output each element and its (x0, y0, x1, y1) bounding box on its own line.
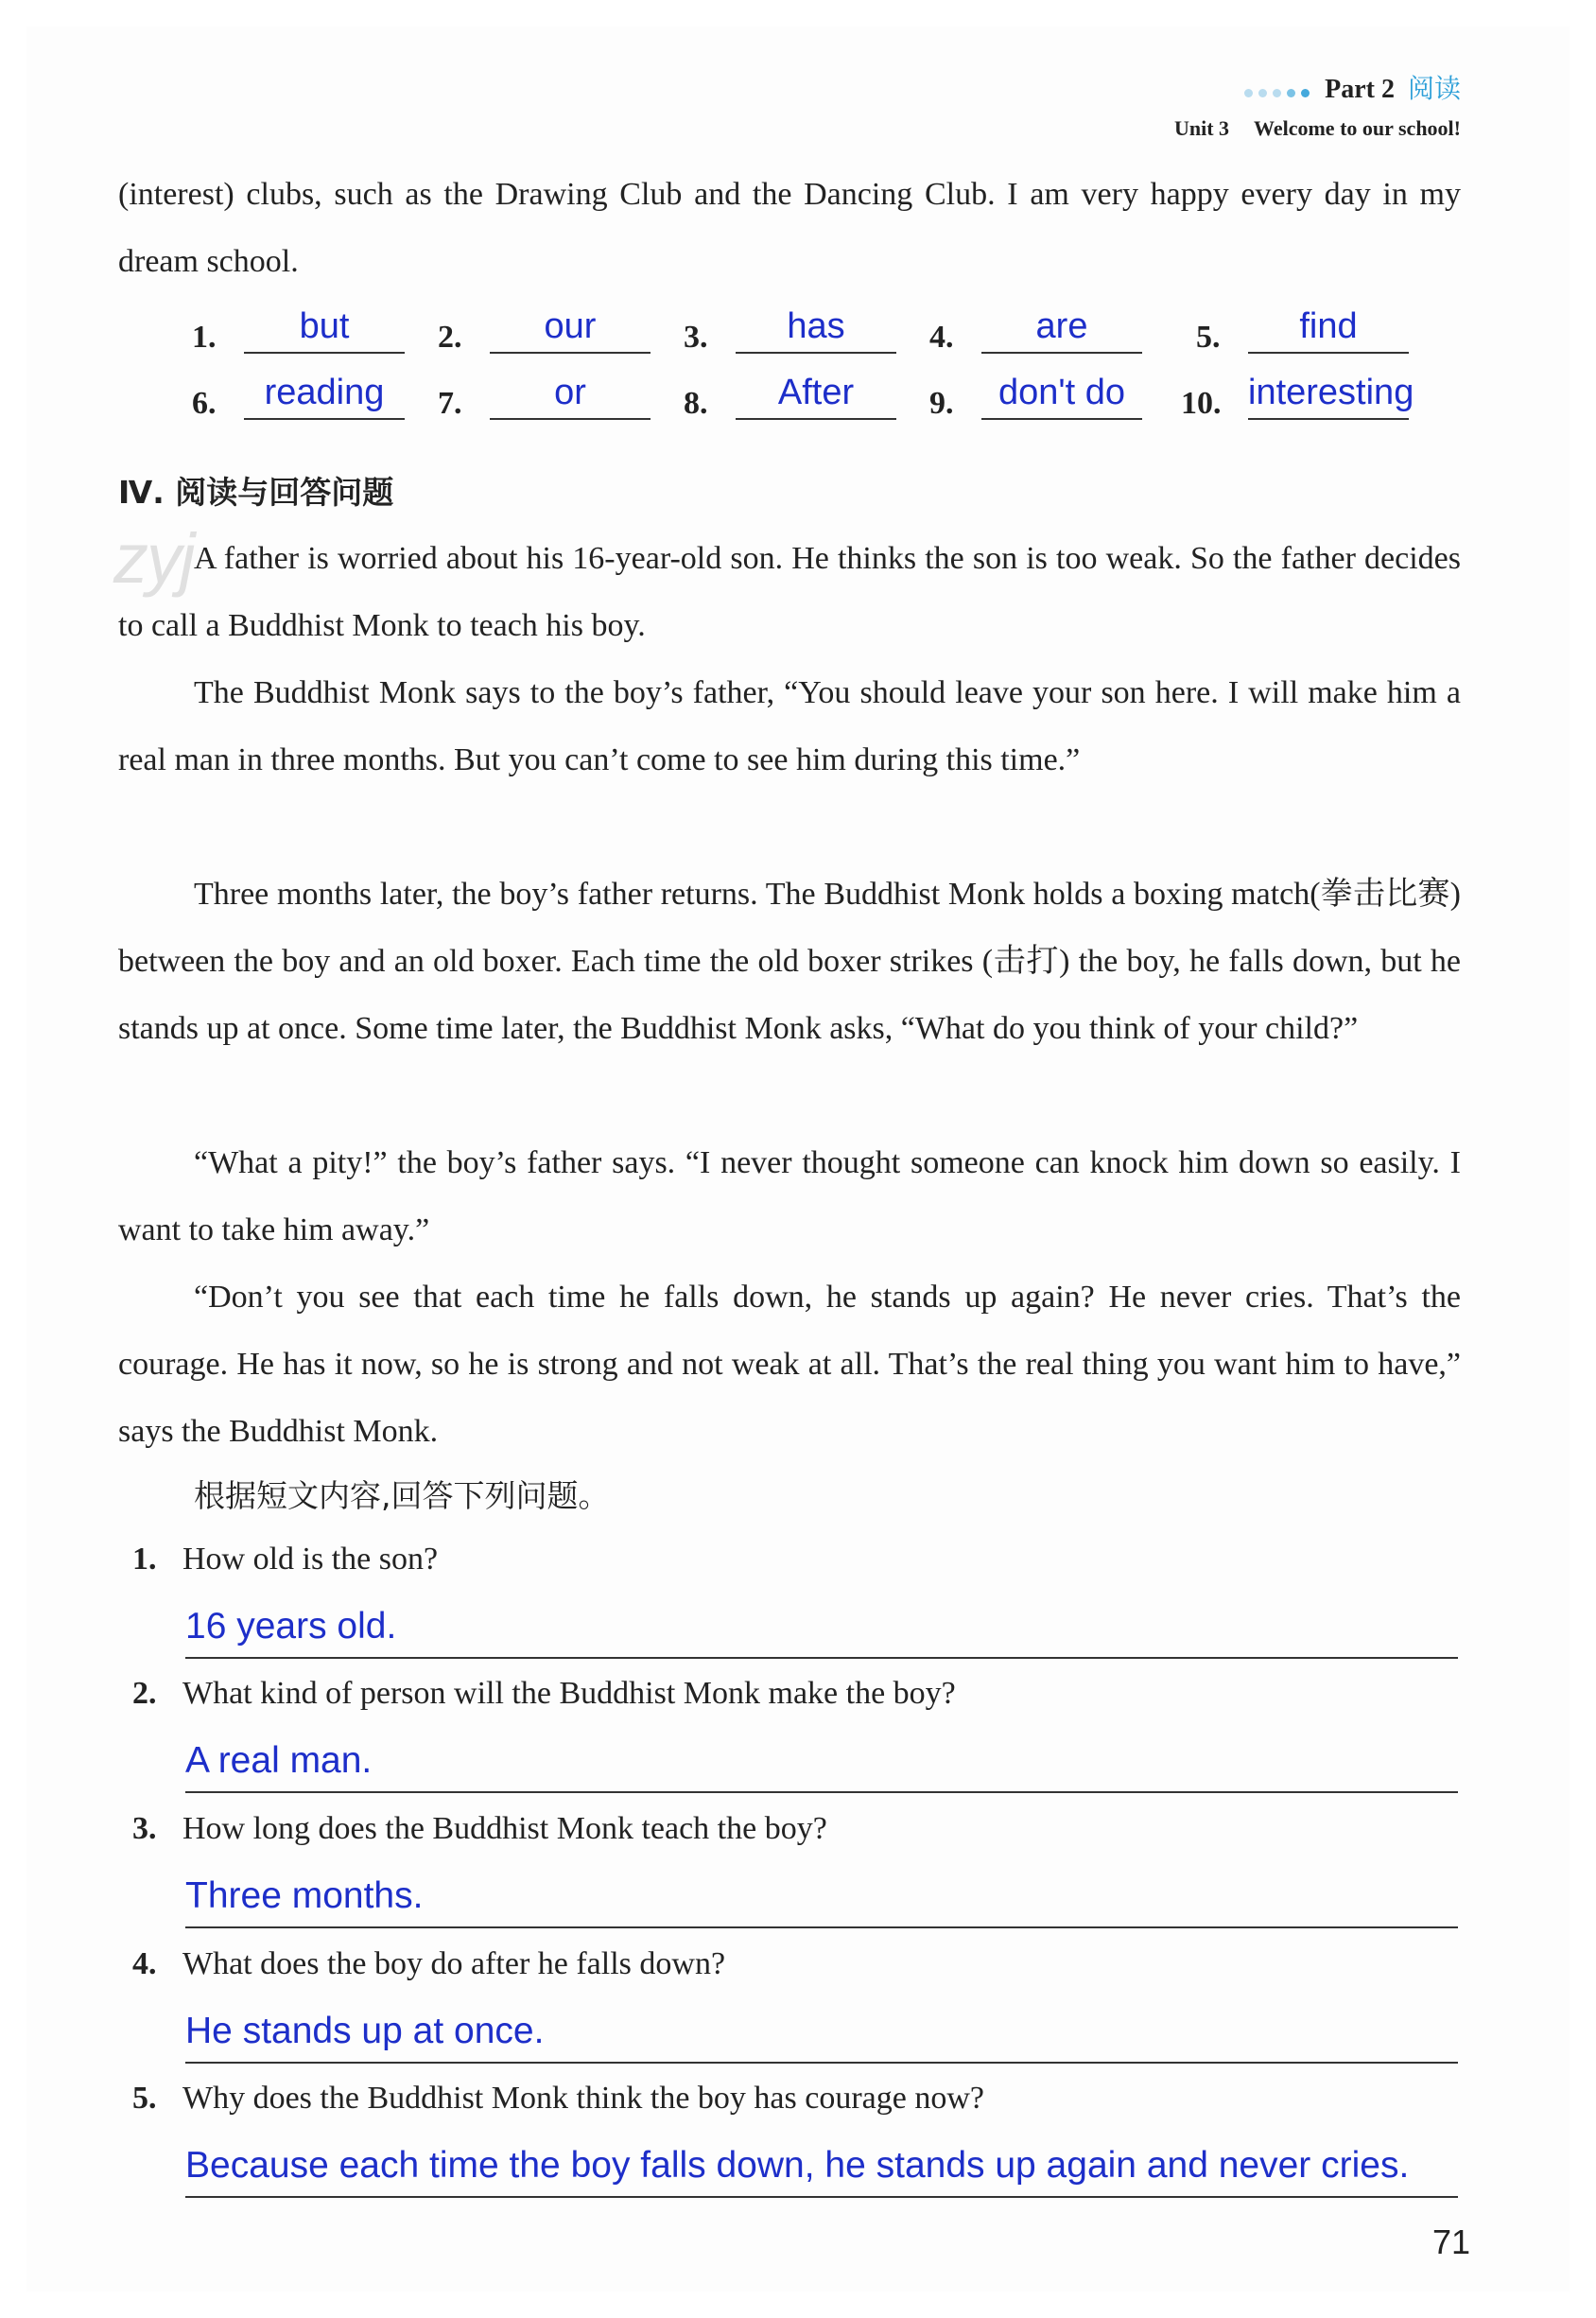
question-text: Why does the Buddhist Monk think the boy has courage now? (182, 2081, 984, 2116)
question-text: How old is the son? (182, 1542, 439, 1577)
section-title: Ⅳ. 阅读与回答问题 (118, 474, 394, 511)
question-number: 1. (132, 1542, 157, 1577)
blank-answer: are (981, 303, 1142, 354)
passage-paragraph-4: “What a pity!” the boy’s father says. “I never thought someone can knock him down so easily. I want to take him away.” (118, 1145, 1461, 1247)
passage-paragraph-5: “Don’t you see that each time he falls down, he stands up again? He never cries. That’s the courage. He has it now, so he is strong and not weak at all. That’s the real thing you want him to have,” says the Buddhist Monk. (118, 1280, 1461, 1449)
blank-answer: but (244, 303, 405, 354)
question-number: 5. (132, 2081, 157, 2116)
question-number: 2. (132, 1676, 157, 1711)
instruction: 根据短文内容,回答下列问题。 (194, 1477, 610, 1514)
question-text: How long does the Buddhist Monk teach the boy? (182, 1811, 827, 1846)
question-text: What does the boy do after he falls down? (182, 1946, 726, 1981)
question-number: 3. (132, 1811, 157, 1846)
dots-decoration-icon (1244, 77, 1315, 107)
blank-answer: reading (244, 369, 405, 420)
part-label: Part 2 (1325, 75, 1395, 104)
blank-number: 4. (929, 320, 954, 355)
blank-number: 6. (192, 386, 217, 421)
blank-answer: our (490, 303, 651, 354)
blank-answer: After (736, 369, 896, 420)
question-answer: 16 years old. (185, 1600, 1458, 1659)
section-label: 阅读 (1407, 73, 1461, 104)
question-answer: Three months. (185, 1870, 1458, 1928)
blank-answer: interesting (1248, 369, 1409, 420)
answer-row-2 (118, 369, 1470, 435)
blank-answer: find (1248, 303, 1409, 354)
unit-label: Unit 3 (1173, 115, 1230, 140)
blank-answer: don't do (981, 369, 1142, 420)
blank-number: 3. (684, 320, 708, 355)
blank-number: 8. (684, 386, 708, 421)
watermark-logo: zyj (113, 519, 194, 598)
question-answer: A real man. (185, 1734, 1458, 1793)
question-number: 4. (132, 1946, 157, 1981)
question-text: What kind of person will the Buddhist Monk make the boy? (182, 1676, 956, 1711)
question-answer: He stands up at once. (185, 2005, 1458, 2064)
passage-paragraph-3: Three months later, the boy’s father returns. The Buddhist Monk holds a boxing match(拳击比赛) between the boy and an old boxer. Each time the old boxer strikes (击打) the boy, he falls down, but he stands up at once. Some time later, the Buddhist Monk asks, “What do you think of your child?” (118, 877, 1461, 1046)
blank-number: 5. (1196, 320, 1221, 355)
blank-number: 2. (438, 320, 462, 355)
blank-number: 1. (192, 320, 217, 355)
blank-number: 9. (929, 386, 954, 421)
blank-number: 10. (1181, 386, 1222, 421)
passage-paragraph-2: The Buddhist Monk says to the boy’s father, “You should leave your son here. I will make him a real man in three months. But you can’t come to see him during this time.” (118, 675, 1461, 777)
answer-row-1 (118, 303, 1470, 369)
passage-paragraph-1: A father is worried about his 16-year-old son. He thinks the son is too weak. So the father decides to call a Buddhist Monk to teach his boy. (118, 541, 1461, 643)
blank-number: 7. (438, 386, 462, 421)
intro-text: (interest) clubs, such as the Drawing Club and the Dancing Club. I am very happy every day in my dream school. (118, 177, 1461, 279)
question-answer: Because each time the boy falls down, he stands up again and never cries. (185, 2139, 1458, 2198)
page-header (1174, 68, 1461, 141)
blank-answer: or (490, 369, 651, 420)
blank-answer: has (736, 303, 896, 354)
unit-title: Welcome to our school! (1254, 115, 1461, 140)
page-number: 71 (1431, 2222, 1470, 2261)
